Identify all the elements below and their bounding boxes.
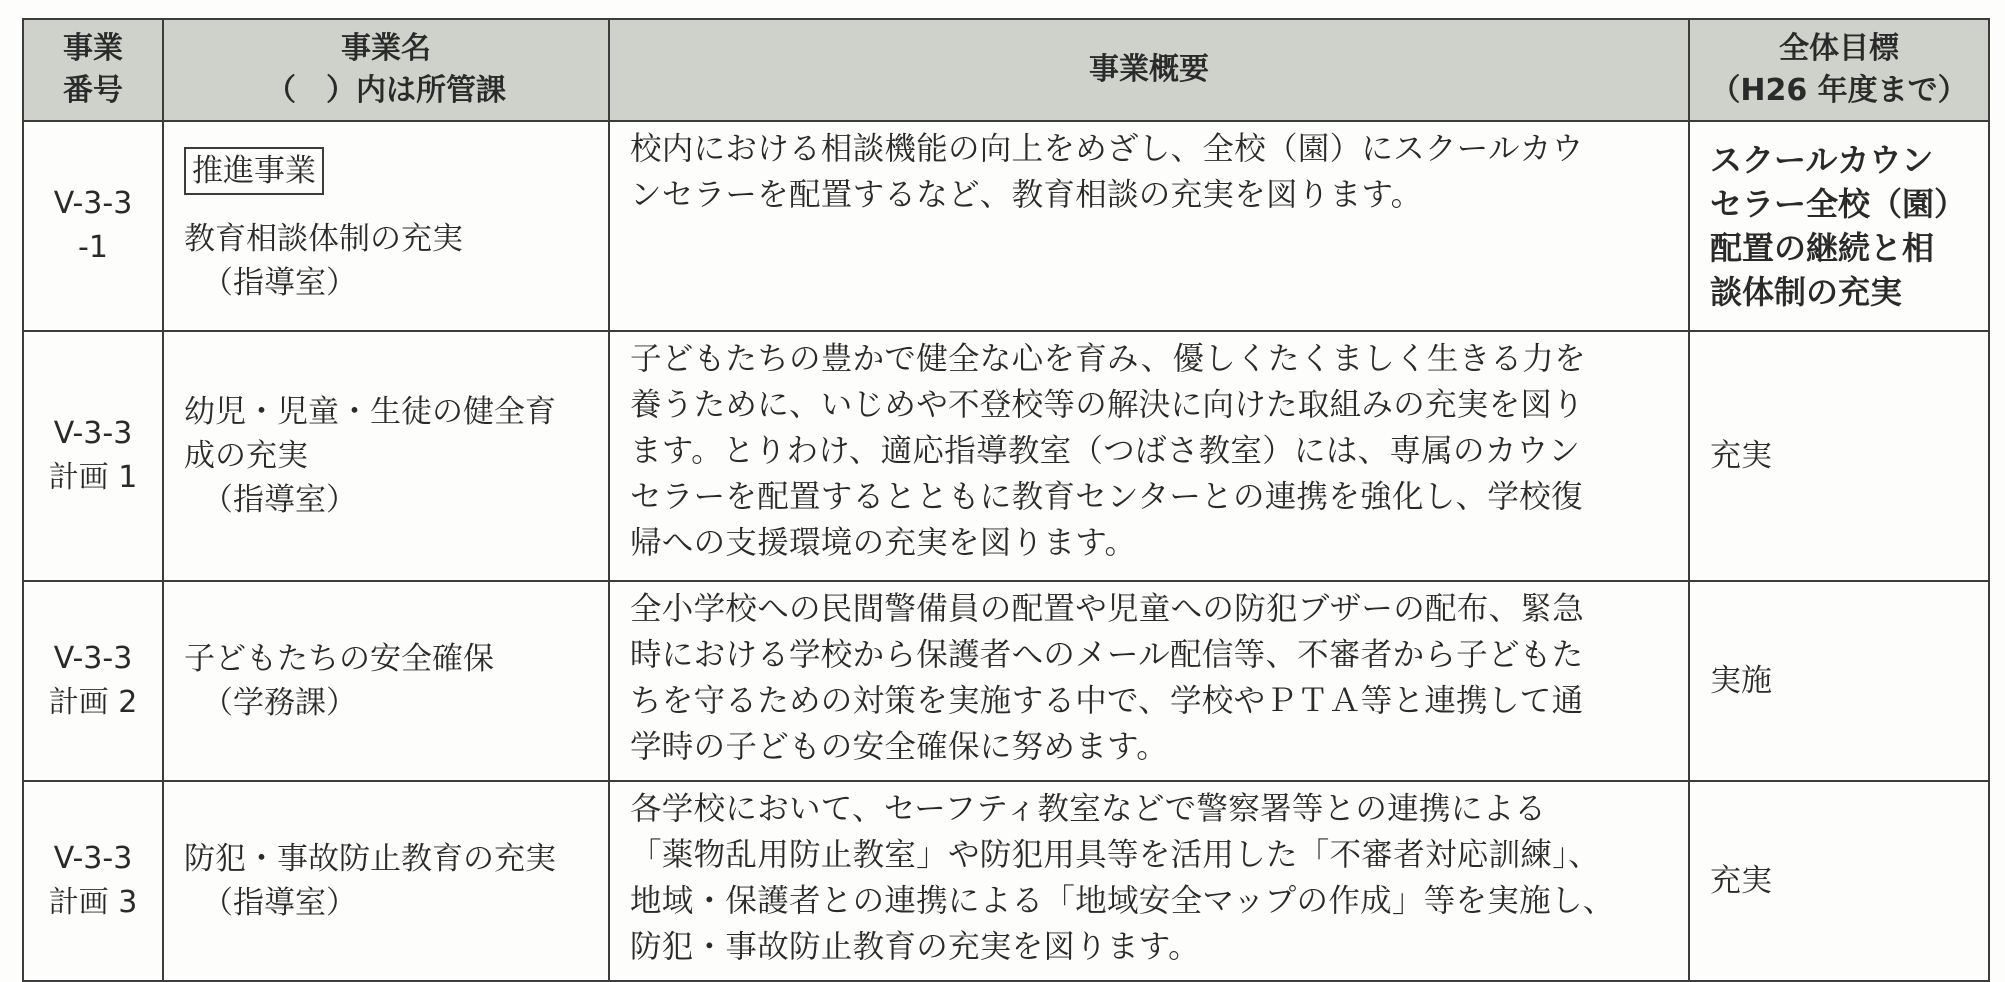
summary-line: 校内における相談機能の向上をめざし、全校（園）にスクールカウ bbox=[630, 131, 1584, 167]
project-name bbox=[163, 781, 609, 981]
project-name-line1: 教育相談体制の充実 bbox=[184, 221, 463, 257]
header-project-summary-text: 事業概要 bbox=[1089, 52, 1209, 87]
table-row bbox=[23, 581, 1989, 781]
table-row bbox=[23, 331, 1989, 581]
project-number bbox=[23, 781, 163, 981]
header-project-name-line2: （ ）内は所管課 bbox=[266, 73, 506, 108]
goal-line: スクールカウン bbox=[1710, 141, 1934, 179]
project-number-line1: V-3-3 bbox=[53, 641, 133, 676]
project-name bbox=[163, 331, 609, 581]
table-row bbox=[23, 781, 1989, 981]
project-summary bbox=[609, 581, 1689, 781]
project-department: （指導室） bbox=[202, 482, 357, 518]
project-department: （指導室） bbox=[202, 885, 357, 921]
table-row bbox=[23, 121, 1989, 331]
header-overall-goal-line1: 全体目標 bbox=[1779, 31, 1899, 66]
summary-line: 防犯・事故防止教育の充実を図ります。 bbox=[630, 929, 1200, 965]
project-department: （学務課） bbox=[202, 685, 357, 721]
header-project-number bbox=[23, 19, 163, 121]
summary-line: 学時の子どもの安全確保に努めます。 bbox=[630, 729, 1169, 765]
project-number-line2: 計画 2 bbox=[48, 685, 138, 720]
project-number bbox=[23, 331, 163, 581]
promotion-badge: 推進事業 bbox=[184, 147, 324, 195]
project-name bbox=[163, 581, 609, 781]
summary-line: 地域・保護者との連携による「地域安全マップの作成」等を実施し、 bbox=[630, 883, 1615, 919]
table-header bbox=[23, 19, 1989, 121]
header-project-name bbox=[163, 19, 609, 121]
project-goal bbox=[1689, 581, 1989, 781]
project-number-line1: V-3-3 bbox=[53, 186, 133, 221]
project-name-line1: 防犯・事故防止教育の充実 bbox=[184, 841, 556, 877]
summary-line: セラーを配置するとともに教育センターとの連携を強化し、学校復 bbox=[630, 479, 1583, 515]
header-project-summary bbox=[609, 19, 1689, 121]
summary-line: 「薬物乱用防止教室」や防犯用具等を活用した「不審者対応訓練」、 bbox=[630, 837, 1601, 873]
summary-line: ちを守るための対策を実施する中で、学校やＰＴＡ等と連携して通 bbox=[630, 683, 1584, 719]
goal-line: 談体制の充実 bbox=[1710, 273, 1903, 311]
project-department: （指導室） bbox=[202, 265, 357, 301]
project-name bbox=[163, 121, 609, 331]
header-overall-goal bbox=[1689, 19, 1989, 121]
project-number bbox=[23, 581, 163, 781]
summary-line: ます。とりわけ、適応指導教室（つばさ教室）には、専属のカウン bbox=[630, 433, 1581, 469]
summary-line: ンセラーを配置するなど、教育相談の充実を図ります。 bbox=[630, 177, 1423, 213]
project-table bbox=[22, 18, 1990, 982]
project-goal bbox=[1689, 781, 1989, 981]
header-overall-goal-line2: （H26 年度まで） bbox=[1710, 73, 1968, 108]
project-number-line1: V-3-3 bbox=[53, 841, 133, 876]
goal-line: セラー全校（園） bbox=[1710, 185, 1967, 223]
goal-line: 実施 bbox=[1710, 663, 1772, 699]
summary-line: 帰への支援環境の充実を図ります。 bbox=[630, 525, 1137, 561]
project-summary bbox=[609, 781, 1689, 981]
summary-line: 時における学校から保護者へのメール配信等、不審者から子どもた bbox=[630, 637, 1584, 673]
summary-line: 養うために、いじめや不登校等の解決に向けた取組みの充実を図り bbox=[630, 387, 1585, 423]
project-number-line2: 計画 1 bbox=[48, 460, 138, 495]
goal-line: 充実 bbox=[1710, 438, 1772, 474]
project-goal bbox=[1689, 331, 1989, 581]
summary-line: 各学校において、セーフティ教室などで警察署等との連携による bbox=[630, 791, 1547, 827]
table-body bbox=[23, 121, 1989, 981]
project-number-line2: -1 bbox=[78, 230, 108, 265]
project-number-line1: V-3-3 bbox=[53, 416, 133, 451]
header-project-name-line1: 事業名 bbox=[341, 31, 431, 66]
goal-line: 充実 bbox=[1710, 863, 1772, 899]
header-project-number-line2: 番号 bbox=[63, 73, 123, 108]
summary-line: 子どもたちの豊かで健全な心を育み、優しくたくましく生きる力を bbox=[630, 341, 1586, 377]
project-name-line1: 子どもたちの安全確保 bbox=[184, 641, 494, 677]
project-number-line2: 計画 3 bbox=[48, 885, 138, 920]
project-name-line2: 成の充実 bbox=[184, 438, 308, 474]
project-summary bbox=[609, 331, 1689, 581]
goal-line: 配置の継続と相 bbox=[1710, 229, 1935, 267]
header-project-number-line1: 事業 bbox=[63, 31, 123, 66]
summary-line: 全小学校への民間警備員の配置や児童への防犯ブザーの配布、緊急 bbox=[630, 591, 1585, 627]
header-row bbox=[23, 19, 1989, 121]
project-number bbox=[23, 121, 163, 331]
project-summary bbox=[609, 121, 1689, 331]
project-goal bbox=[1689, 121, 1989, 331]
project-name-line1: 幼児・児童・生徒の健全育 bbox=[184, 394, 556, 430]
